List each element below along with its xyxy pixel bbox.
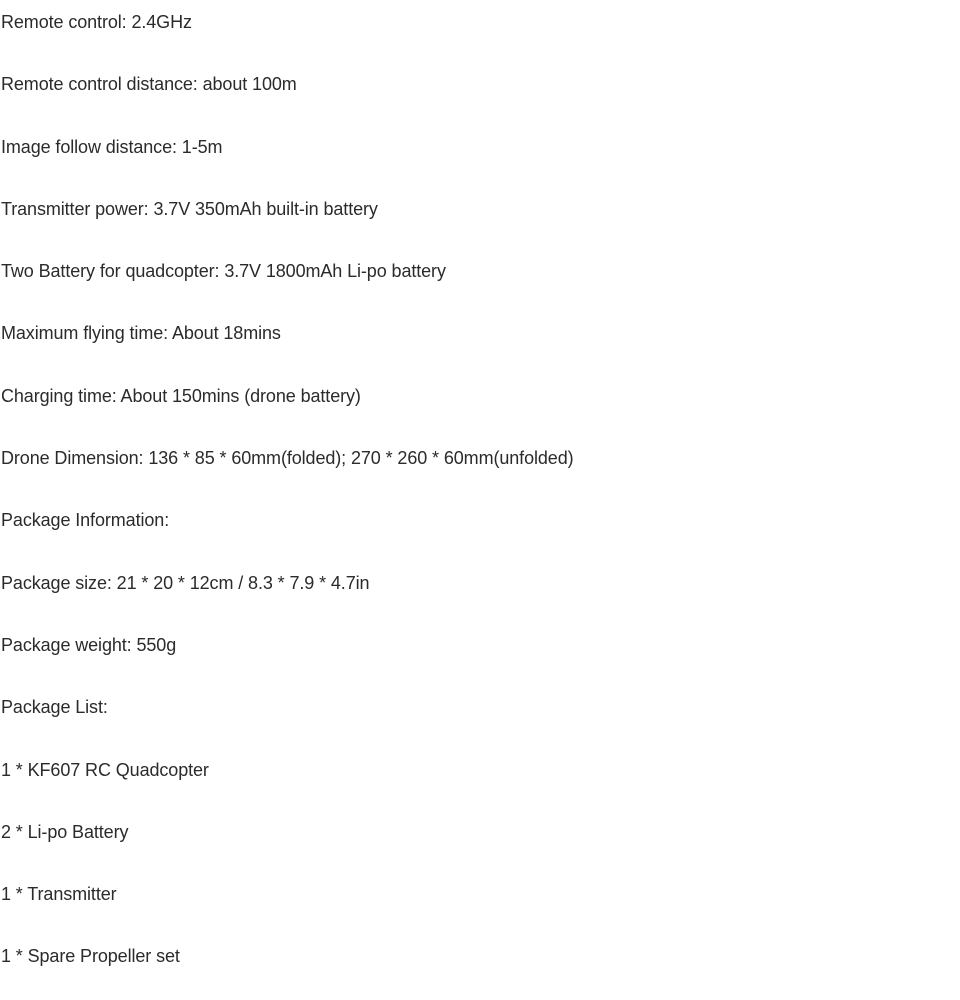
product-spec-list bbox=[1, 0, 574, 997]
package-item-transmitter: 1 * Transmitter bbox=[1, 884, 117, 905]
spec-image-follow-distance: Image follow distance: 1-5m bbox=[1, 136, 223, 157]
package-list-heading: Package List: bbox=[1, 697, 108, 718]
spec-remote-control: Remote control: 2.4GHz bbox=[1, 12, 192, 32]
spec-drone-dimension: Drone Dimension: 136 * 85 * 60mm(folded); 270 * 260 * 60mm(unfolded) bbox=[1, 448, 574, 469]
package-item-battery: 2 * Li-po Battery bbox=[1, 821, 129, 842]
spec-transmitter-power: Transmitter power: 3.7V 350mAh built-in battery bbox=[1, 198, 378, 219]
package-item-propeller-set: 1 * Spare Propeller set bbox=[1, 946, 180, 967]
spec-max-flying-time: Maximum flying time: About 18mins bbox=[1, 323, 281, 344]
package-item-quadcopter: 1 * KF607 RC Quadcopter bbox=[1, 759, 209, 780]
package-information-heading: Package Information: bbox=[1, 510, 170, 531]
spec-quadcopter-battery: Two Battery for quadcopter: 3.7V 1800mAh Li-po battery bbox=[1, 261, 446, 282]
spec-package-size: Package size: 21 * 20 * 12cm / 8.3 * 7.9 * 4.7in bbox=[1, 572, 370, 593]
spec-remote-control-distance: Remote control distance: about 100m bbox=[1, 74, 297, 95]
spec-package-weight: Package weight: 550g bbox=[1, 634, 177, 655]
spec-charging-time: Charging time: About 150mins (drone battery) bbox=[1, 385, 361, 406]
